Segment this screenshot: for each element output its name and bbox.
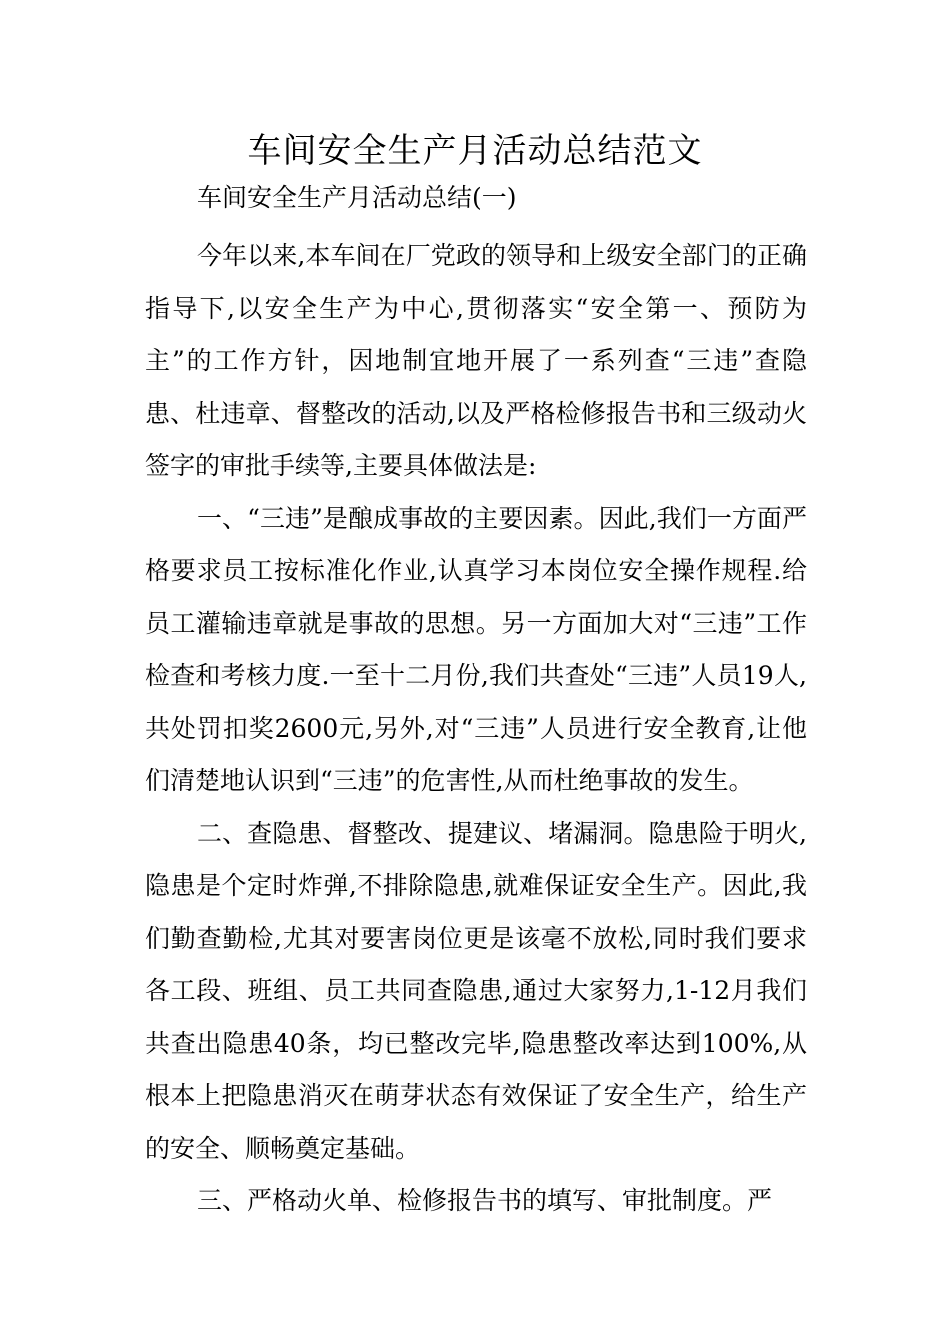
paragraph-section-3: 三、严格动火单、检修报告书的填写、审批制度。严 bbox=[197, 1186, 773, 1215]
document-body bbox=[145, 230, 807, 1228]
paragraph-intro: 今年以来,本车间在厂党政的领导和上级安全部门的正确指导下,以安全生产为中心,贯彻落实“安全第一、预防为主”的工作方针，因地制宜地开展了一系列查“三违”查隐患、杜违章、督整改的活动,以及严格检修报告书和三级动火签字的审批手续等,主要具体做法是: bbox=[145, 241, 807, 480]
paragraph-section-2: 二、查隐患、督整改、提建议、堵漏洞。隐患险于明火,隐患是个定时炸弹,不排除隐患,就难保证安全生产。因此,我们勤查勤检,尤其对要害岗位更是该毫不放松,同时我们要求各工段、班组、员工共同查隐患,通过大家努力,1-12月我们共查出隐患40条，均已整改完毕,隐患整改率达到100%,从根本上把隐患消灭在萌芽状态有效保证了安全生产，给生产的安全、顺畅奠定基础。 bbox=[145, 818, 807, 1163]
paragraph-section-1: 一、“三违”是酿成事故的主要因素。因此,我们一方面严格要求员工按标准化作业,认真学习本岗位安全操作规程.给员工灌输违章就是事故的思想。另一方面加大对“三违”工作检查和考核力度.一至十二月份,我们共查处“三违”人员19人,共处罚扣奖2600元,另外,对“三违”人员进行安全教育,让他们清楚地认识到“三违”的危害性,从而杜绝事故的发生。 bbox=[145, 503, 807, 795]
document-subtitle: 车间安全生产月活动总结(一) bbox=[197, 183, 517, 212]
document-title: 车间安全生产月活动总结范文 bbox=[247, 131, 703, 171]
